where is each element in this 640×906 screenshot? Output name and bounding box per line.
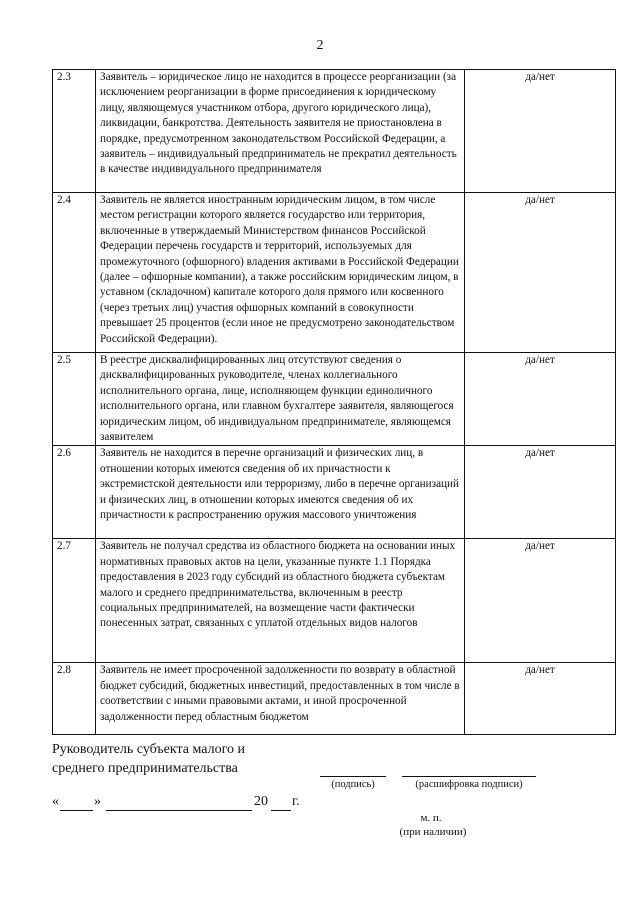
table-row (53, 539, 616, 663)
requirement-text: Заявитель не получал средства из областного бюджета на основании иных нормативных правовых актов на цели, указанные пункте 1.1 Порядка предоставления в 2023 году субсидий из областного бюджета субъектам малого и среднего предпринимательства, включенным в реестр социальных предпринимателей, на возмещение части фактически понесенных затрат, связанных с уплатой отдельных видов налогов (96, 539, 465, 663)
requirement-text: Заявитель – юридическое лицо не находится в процессе реорганизации (за исключением реорганизации в форме присоединения к юридическому лицу, являющемуся участником отбора, другого юридического лица), ликвидации, банкротства. Деятельность заявителя не приостановлена в порядке, предусмотренном законодательством Российской Федерации, а заявитель – индивидуальный предприниматель не прекратил деятельность в качестве индивидуального предпринимателя (96, 70, 465, 193)
signer-title-line1: Руководитель субъекта малого и (52, 742, 245, 757)
table-row (53, 353, 616, 446)
stamp-note: (при наличии) (399, 826, 467, 838)
signature-caption: (подпись) (331, 779, 375, 790)
row-number: 2.3 (53, 70, 96, 193)
answer-cell: да/нет (465, 539, 616, 663)
table-row (53, 70, 616, 193)
stamp-label: м. п. (420, 812, 442, 824)
requirement-text: Заявитель не является иностранным юридическим лицом, в том числе местом регистрации которого является государство или территория, включенные в утверждаемый Министерством финансов Российской Федерации перечень государств и территорий, используемых для промежуточного (офшорного) владения активами в Российской Федерации (далее – офшорные компании), а также российским юридическим лицом, в уставном (складочном) капитале которого доля прямого или косвенного (через третьих лиц) участия офшорных компаний в совокупности превышает 25 процентов (если иное не предусмотрено законодательством Российской Федерации). (96, 193, 465, 353)
row-number: 2.4 (53, 193, 96, 353)
requirement-text: В реестре дисквалифицированных лиц отсутствуют сведения о дисквалифицированных руководителе, членах коллегиального исполнительного органа, лице, исполняющем функции единоличного исполнительного органа, или главном бухгалтере заявителя, являющегося юридическим лицом, об индивидуальном предпринимателе, являющемся заявителем (96, 353, 465, 446)
date-close-quote: » (94, 794, 101, 809)
row-number: 2.5 (53, 353, 96, 446)
row-number: 2.8 (53, 663, 96, 735)
table-row (53, 446, 616, 539)
row-number: 2.7 (53, 539, 96, 663)
row-number: 2.6 (53, 446, 96, 539)
table-row (53, 193, 616, 353)
answer-cell: да/нет (465, 446, 616, 539)
date-open-quote: « (52, 794, 59, 809)
signature-line (320, 776, 386, 777)
requirement-text: Заявитель не имеет просроченной задолженности по возврату в областной бюджет субсидий, бюджетных инвестиций, предоставленных в том числе в соответствии с иными правовыми актами, и иной просроченной задолженности перед областным бюджетом (96, 663, 465, 735)
date-month-line (106, 810, 252, 811)
answer-cell: да/нет (465, 70, 616, 193)
page-number: 2 (316, 38, 324, 53)
year-suffix: г. (292, 794, 300, 809)
decoding-line (402, 776, 536, 777)
requirements-table (52, 69, 616, 735)
answer-cell: да/нет (465, 663, 616, 735)
year-prefix: 20 (254, 794, 268, 809)
date-day-line (60, 810, 93, 811)
table-row (53, 663, 616, 735)
answer-cell: да/нет (465, 353, 616, 446)
signer-title-line2: среднего предпринимательства (52, 761, 238, 776)
decoding-caption: (расшифровка подписи) (415, 779, 523, 790)
answer-cell: да/нет (465, 193, 616, 353)
date-year-line (271, 810, 291, 811)
requirement-text: Заявитель не находится в перечне организаций и физических лиц, в отношении которых имеются сведения об их причастности к экстремистской деятельности или терроризму, либо в перечне организаций и физических лиц, в отношении которых имеются сведения об их причастности к распространению оружия массового уничтожения (96, 446, 465, 539)
